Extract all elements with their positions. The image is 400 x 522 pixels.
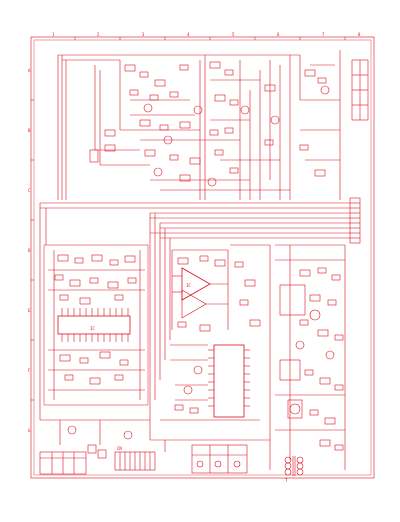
zone-mark: 1 [52, 32, 55, 37]
title-block [352, 60, 368, 120]
bottom-centre-connector [115, 452, 155, 470]
zone-mark: 3 [142, 32, 145, 37]
op-amp-label: IC [186, 283, 191, 288]
zone-mark: G [28, 428, 31, 433]
left-components [48, 250, 145, 400]
zone-mark: 8 [358, 32, 361, 37]
bottom-left-connector [40, 445, 106, 474]
zone-mark: A [28, 68, 31, 73]
op-amp [172, 250, 228, 330]
zone-mark: E [28, 308, 31, 313]
right-section [275, 245, 345, 470]
zone-labels [28, 32, 361, 483]
zone-mark: C [28, 188, 31, 193]
zone-mark: D [28, 248, 31, 253]
zone-mark: 4 [187, 32, 190, 37]
zone-mark: 5 [232, 32, 235, 37]
transformer-label: T [285, 478, 288, 483]
connector-label: CN [117, 446, 122, 451]
zone-mark: 6 [277, 32, 280, 37]
zone-mark: 7 [322, 32, 325, 37]
transistors-top [144, 86, 329, 186]
bus-lines [40, 203, 350, 440]
zone-mark: 2 [97, 32, 100, 37]
decoder-ic [208, 345, 250, 417]
left-subsection-box [44, 245, 148, 405]
inner-frame [34, 40, 371, 475]
transformer [285, 456, 303, 476]
zone-ticks-left [31, 100, 34, 400]
bottom-centre-wiring [160, 345, 260, 420]
main-ic-label: IC [90, 326, 95, 331]
edge-connector-right [350, 198, 360, 243]
centre-components [178, 245, 270, 420]
zone-ticks-top [75, 37, 345, 40]
bottom-right-block [192, 445, 247, 473]
outer-frame [31, 37, 374, 478]
zone-mark: B [28, 128, 31, 133]
top-components [90, 62, 326, 181]
main-ic [58, 308, 130, 342]
top-section-wiring [58, 50, 340, 200]
zone-mark: F [28, 368, 31, 373]
